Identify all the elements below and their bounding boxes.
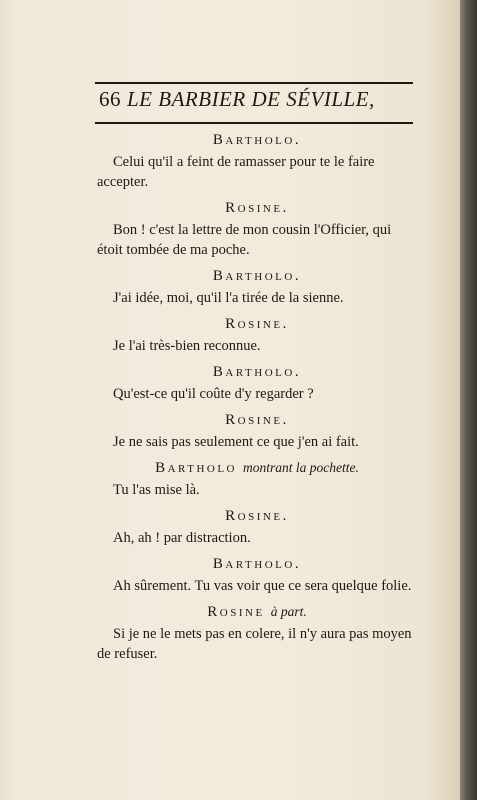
speech-text: Celui qu'il a feint de ramasser pour te le faire accepter. — [97, 154, 375, 190]
header-rule-top — [95, 82, 413, 84]
speech-text: Je ne sais pas seulement ce que j'en ai fait. — [113, 434, 359, 450]
speech-text: Bon ! c'est la lettre de mon cousin l'Officier, qui étoit tombée de ma poche. — [97, 222, 392, 258]
stage-direction: à part. — [270, 604, 307, 619]
speech-text: Je l'ai très-bien reconnue. — [113, 338, 261, 354]
speaker-name: Rosine. — [225, 412, 289, 428]
speech-text: Qu'est-ce qu'il coûte d'y regarder ? — [113, 386, 314, 402]
running-header — [99, 87, 429, 117]
speaker-name: Bartholo montrant la pochette. — [155, 460, 359, 476]
page-number: 66 — [99, 87, 121, 111]
speaker-name: Rosine. — [225, 508, 289, 524]
speaker-name: Bartholo. — [212, 132, 302, 148]
speech-text: Tu l'as mise là. — [113, 482, 200, 498]
speech-text: Ah sûrement. Tu vas voir que ce sera quelque folie. — [113, 578, 412, 594]
speaker-name: Bartholo. — [212, 268, 302, 284]
speech-text: Si je ne le mets pas en colere, il n'y aura pas moyen de refuser. — [97, 626, 412, 662]
dialogue-body — [97, 128, 417, 664]
running-title: LE BARBIER DE SÉVILLE, — [127, 87, 375, 111]
speaker-name: Rosine à part. — [207, 604, 307, 620]
speech-text: J'ai idée, moi, qu'il l'a tirée de la sienne. — [113, 290, 344, 306]
stage-direction: montrant la pochette. — [243, 460, 359, 475]
speaker-name: Rosine. — [225, 316, 289, 332]
header-rule-bottom — [95, 122, 413, 124]
speaker-name: Bartholo. — [212, 364, 302, 380]
speaker-name: Bartholo. — [212, 556, 302, 572]
speaker-name: Rosine. — [225, 200, 289, 216]
book-spine-edge — [460, 0, 477, 800]
speech-text: Ah, ah ! par distraction. — [113, 530, 251, 546]
